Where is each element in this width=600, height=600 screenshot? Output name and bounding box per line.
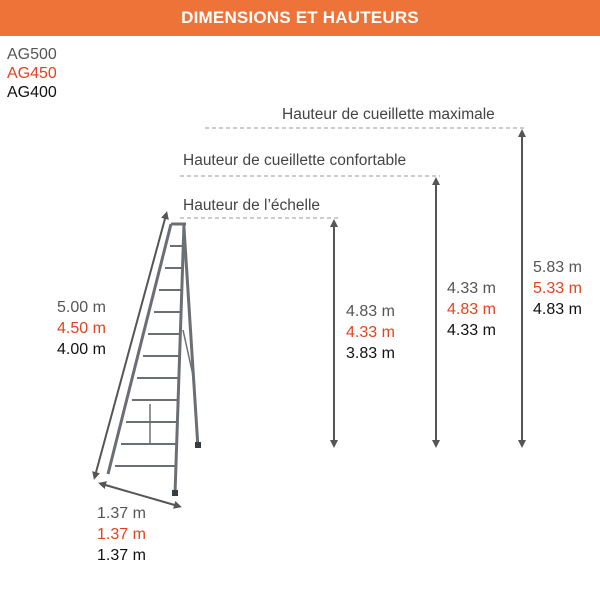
ladder-height-value-2: 4.33 m	[346, 324, 395, 341]
ladder-length-value-3: 4.00 m	[57, 341, 106, 358]
ladder-height-label: Hauteur de l’échelle	[183, 197, 321, 214]
max-height-value-1: 5.83 m	[533, 259, 582, 276]
max-height-values	[533, 257, 582, 320]
max-height-value-3: 4.83 m	[533, 301, 582, 318]
base-width-value-2: 1.37 m	[97, 526, 146, 543]
ladder-length-value-1: 5.00 m	[57, 299, 106, 316]
base-width-value-1: 1.37 m	[97, 505, 146, 522]
comfortable-height-label: Hauteur de cueillette confortable	[183, 152, 407, 169]
max-height-value-2: 5.33 m	[533, 280, 582, 297]
ladder-height-value-3: 3.83 m	[346, 345, 395, 362]
max-height-label: Hauteur de cueillette maximale	[282, 106, 495, 123]
comfortable-height-value-2: 4.83 m	[447, 301, 496, 318]
comfortable-height-values	[447, 278, 496, 341]
page-title: DIMENSIONS ET HAUTEURS	[181, 8, 419, 27]
comfortable-height-value-1: 4.33 m	[447, 280, 496, 297]
ladder-illustration	[108, 224, 201, 496]
comfortable-height-value-3: 4.33 m	[447, 322, 496, 339]
base-width-values	[97, 503, 146, 566]
ladder-height-values	[346, 301, 395, 364]
ladder-length-value-2: 4.50 m	[57, 320, 106, 337]
base-width-value-3: 1.37 m	[97, 547, 146, 564]
ladder-length-values	[57, 297, 106, 360]
legend-model-2: AG450	[7, 65, 57, 82]
ladder-height-value-1: 4.83 m	[346, 303, 395, 320]
legend-model-1: AG500	[7, 46, 57, 63]
legend-model-3: AG400	[7, 84, 57, 101]
